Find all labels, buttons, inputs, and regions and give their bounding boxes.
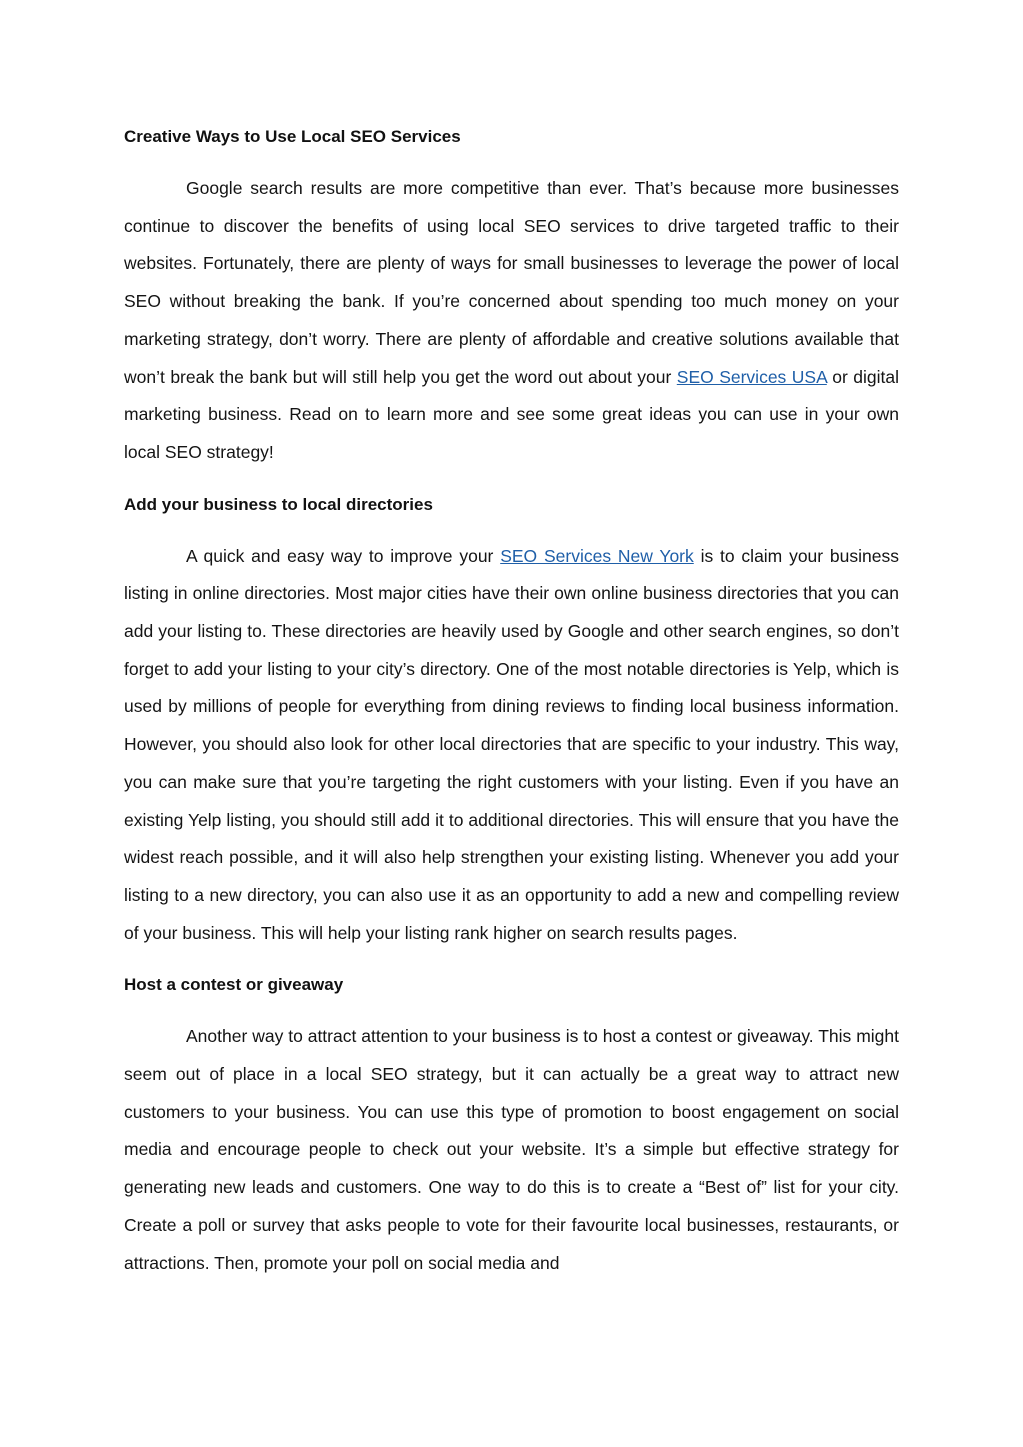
section-heading-contest: Host a contest or giveaway — [124, 975, 344, 995]
section-heading-directories: Add your business to local directories — [124, 494, 433, 514]
directories-text-part1: A quick and easy way to improve your — [186, 545, 501, 566]
seo-services-usa-link[interactable]: SEO Services USA — [676, 366, 827, 387]
directories-paragraph — [124, 538, 899, 953]
intro-text-part1: Google search results are more competitive than ever. That’s because more businesses continue to discover the benefits of using local SEO services to drive targeted traffic to their websites. Fortunately, there are plenty of ways for small businesses to leverage the power of local SEO without breaking the bank. If you’re concerned about spending too much money on your marketing strategy, don’t worry. There are plenty of affordable and creative solutions available that won’t break the bank but will still help you get the word out about your — [124, 178, 899, 387]
directories-text-part2: is to claim your business listing in online directories. Most major cities have their own online business directories that you can add your listing to. These directories are heavily used by Google and other search engines, so don’t forget to add your listing to your city’s directory. One of the most notable directories is Yelp, which is used by millions of people for everything from dining reviews to finding local business information. However, you should also look for other local directories that are specific to your industry. This way, you can make sure that you’re targeting the right customers with your listing. Even if you have an existing Yelp listing, you should still add it to additional directories. This will ensure that you have the widest reach possible, and it will also help strengthen your existing listing. Whenever you add your listing to a new directory, you can also use it as an opportunity to add a new and compelling review of your business. This will help your listing rank higher on search results pages. — [124, 545, 899, 943]
document-page — [124, 118, 899, 1296]
document-title: Creative Ways to Use Local SEO Services — [124, 127, 461, 146]
contest-paragraph: Another way to attract attention to your business is to host a contest or giveaway. This might seem out of place in a local SEO strategy, but it can actually be a great way to attract new customers to your business. You can use this type of promotion to boost engagement on social media and encourage people to check out your website. It’s a simple but effective strategy for generating new leads and customers. One way to do this is to create a “Best of” list for your city. Create a poll or survey that asks people to vote for their favourite local businesses, restaurants, or attractions. Then, promote your poll on social media and — [124, 1026, 899, 1273]
seo-services-new-york-link[interactable]: SEO Services New York — [500, 545, 694, 566]
intro-paragraph — [124, 170, 899, 472]
intro-text-part2: or digital marketing business. Read on to learn more and see some great ideas you can use in your own local SEO strategy! — [124, 366, 899, 462]
